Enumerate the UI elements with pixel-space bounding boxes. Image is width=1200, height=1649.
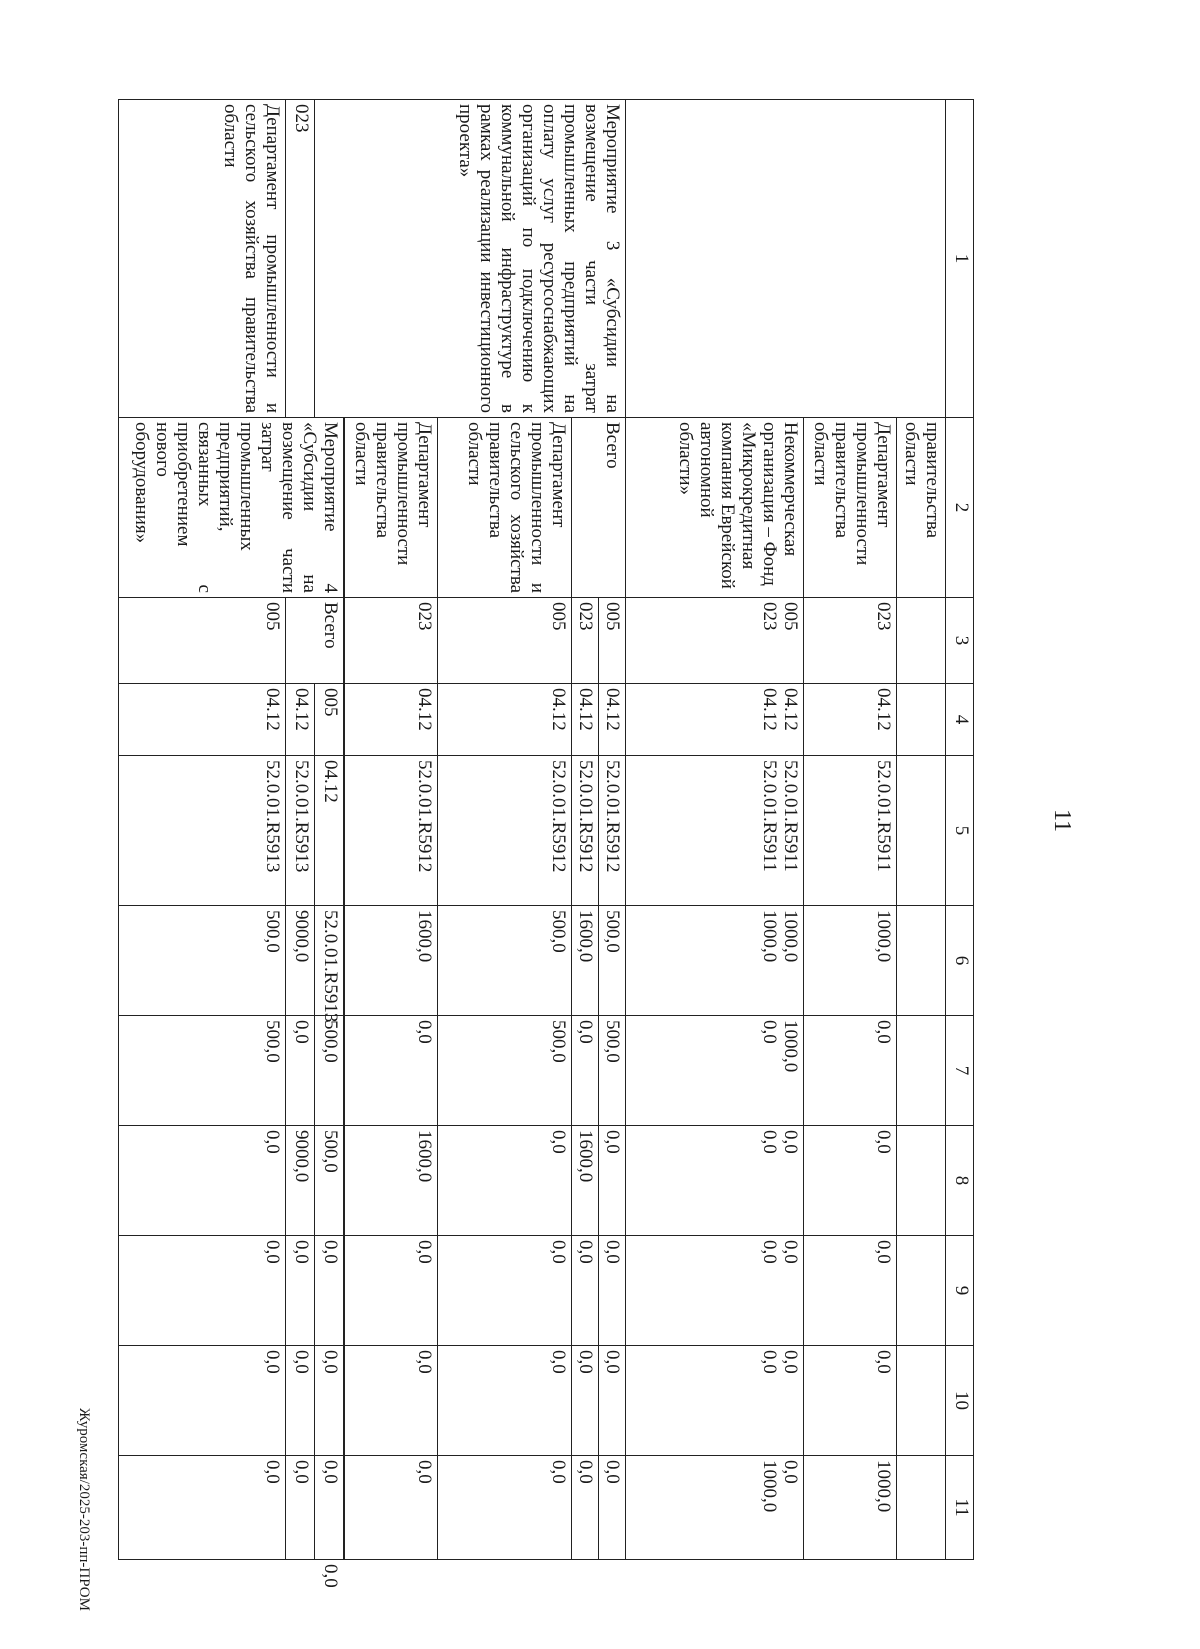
document-footer: Журомская/2025-203-пп-ПРОМ — [76, 1408, 92, 1611]
table-row — [119, 100, 286, 1560]
empty-cell — [896, 1346, 945, 1456]
executor-cell: Некоммерческая организация – Фонд «Микрокредитная компания Еврейской автономной области» — [625, 418, 803, 598]
rz-code: 04.12 — [598, 684, 625, 756]
value-cell: 0,0 — [344, 1346, 437, 1456]
value-cell: 0,0 1000,0 — [625, 1456, 803, 1560]
table-row — [598, 100, 625, 1560]
gr-code: 023 — [285, 100, 314, 418]
header-cell: 9 — [945, 1236, 973, 1346]
value-cell: 1000,0 — [803, 1456, 896, 1560]
value-cell: 0,0 — [314, 1346, 343, 1456]
value-cell: 0,0 — [598, 1126, 625, 1236]
gr-code: 023 — [344, 598, 437, 684]
value-cell: 1600,0 — [571, 1126, 598, 1236]
value-cell: 500,0 — [119, 1016, 286, 1126]
csr-code: 52.0.01.R5912 — [344, 756, 437, 906]
rz-code: 04.12 — [314, 756, 343, 906]
header-cell: 3 — [945, 598, 973, 684]
table-row: Мероприятие 4 «Субсидии на возмещение части затрат промышленных предприятий, связанных с приобретением нового оборудования» Всего 005 04.12 52.0.01.R5913 500,0 500,0 0,0 0,0 0,0 0,0 — [314, 100, 343, 1560]
value-cell: 500,0 — [437, 1016, 571, 1126]
value-cell: 0,0 — [314, 1456, 343, 1560]
csr-code: 52.0.01.R5913 — [314, 906, 343, 1016]
header-cell: 5 — [945, 756, 973, 906]
value-cell: 0,0 0,0 — [625, 1126, 803, 1236]
csr-code: 52.0.01.R5913 — [119, 756, 286, 906]
value-cell: 500,0 — [119, 906, 286, 1016]
value-cell: 0,0 — [598, 1236, 625, 1346]
value-cell: 1600,0 — [571, 906, 598, 1016]
value-cell: 0,0 0,0 — [625, 1236, 803, 1346]
value-cell: 0,0 — [119, 1236, 286, 1346]
header-cell: 7 — [945, 1016, 973, 1126]
rz-code: 04.12 — [437, 684, 571, 756]
value-cell: 0,0 — [344, 1456, 437, 1560]
rz-code: 04.12 — [285, 684, 314, 756]
budget-table — [118, 99, 974, 1588]
header-cell: 4 — [945, 684, 973, 756]
rz-code: 04.12 — [803, 684, 896, 756]
empty-cell — [896, 1236, 945, 1346]
rz-code: 04.12 — [344, 684, 437, 756]
value-cell: 0,0 — [571, 1346, 598, 1456]
page-number: 11 — [1049, 808, 1076, 833]
empty-cell — [343, 418, 344, 598]
value-cell: 1600,0 — [344, 1126, 437, 1236]
value-cell: 0,0 — [803, 1346, 896, 1456]
value-cell: 0,0 — [437, 1346, 571, 1456]
rz-code: 04.12 04.12 — [625, 684, 803, 756]
csr-code: 52.0.01.R5912 — [437, 756, 571, 906]
gr-code: 005 — [314, 684, 343, 756]
gr-code: 005 — [119, 598, 286, 684]
value-cell: 0,0 — [437, 1456, 571, 1560]
csr-code: 52.0.01.R5913 — [285, 756, 314, 906]
header-cell: 1 — [945, 100, 973, 418]
header-cell: 10 — [945, 1346, 973, 1456]
table-row — [896, 100, 945, 1560]
value-cell: 9000,0 — [285, 1126, 314, 1236]
rotated-table-container — [118, 99, 974, 1588]
header-row — [945, 100, 973, 1560]
empty-cell — [896, 906, 945, 1016]
value-cell: 500,0 — [598, 906, 625, 1016]
value-cell: 0,0 — [285, 1456, 314, 1560]
csr-code: 52.0.01.R5911 — [803, 756, 896, 906]
csr-code: 52.0.01.R5912 — [571, 756, 598, 906]
empty-cell — [896, 1456, 945, 1560]
value-cell: 500,0 — [314, 1126, 343, 1236]
value-cell: 0,0 — [437, 1236, 571, 1346]
value-cell: 0,0 — [803, 1016, 896, 1126]
value-cell: 0,0 — [344, 1016, 437, 1126]
value-cell: 500,0 — [437, 906, 571, 1016]
value-cell: 0,0 — [598, 1346, 625, 1456]
executor-cell: Всего — [285, 598, 343, 684]
value-cell: 0,0 — [571, 1456, 598, 1560]
empty-cell — [896, 756, 945, 906]
csr-code: 52.0.01.R5911 52.0.01.R5911 — [625, 756, 803, 906]
value-cell: 0,0 — [119, 1456, 286, 1560]
value-cell: 1000,0 0,0 — [625, 1016, 803, 1126]
csr-code: 52.0.01.R5912 — [598, 756, 625, 906]
header-cell: 6 — [945, 906, 973, 1016]
value-cell: 0,0 — [437, 1126, 571, 1236]
value-cell: 0,0 — [803, 1126, 896, 1236]
executor-cell: Всего — [571, 418, 625, 598]
gr-code: 005 — [437, 598, 571, 684]
executor-cell: правительства области — [896, 418, 945, 598]
empty-cell — [896, 684, 945, 756]
executor-cell: Департамент промышленности и сельского хозяйства правительства области — [119, 100, 286, 418]
gr-code: 023 — [803, 598, 896, 684]
empty-cell — [896, 1016, 945, 1126]
empty-cell — [896, 598, 945, 684]
value-cell: 1000,0 — [803, 906, 896, 1016]
value-cell: 0,0 — [571, 1236, 598, 1346]
value-cell: 0,0 — [285, 1236, 314, 1346]
value-cell: 0,0 — [344, 1236, 437, 1346]
value-cell: 0,0 — [571, 1016, 598, 1126]
gr-code: 005 — [598, 598, 625, 684]
executor-cell: Департамент промышленности правительства области — [803, 418, 896, 598]
value-cell: 0,0 — [285, 1016, 314, 1126]
value-cell: 500,0 — [598, 1016, 625, 1126]
value-cell: 1000,0 1000,0 — [625, 906, 803, 1016]
activity-3-cell: Мероприятие 3 «Субсидии на возмещение части затрат промышленных предприятий на оплату услуг ресурсоснабжающих организаций по подключению к коммунальной инфраструктуре в рамках реализации инвестиционного проекта» — [314, 100, 625, 418]
header-cell: 11 — [945, 1456, 973, 1560]
value-cell: 0,0 — [119, 1346, 286, 1456]
gr-code: 005 023 — [625, 598, 803, 684]
value-cell: 1600,0 — [344, 906, 437, 1016]
gr-code: 023 — [571, 598, 598, 684]
header-cell: 2 — [945, 418, 973, 598]
activity-4-cell: Мероприятие 4 «Субсидии на возмещение части затрат промышленных предприятий, связанных с приобретением нового оборудования» — [119, 418, 344, 598]
value-cell: 0,0 — [598, 1456, 625, 1560]
table-row — [285, 100, 314, 1560]
value-cell: 500,0 — [314, 1016, 343, 1126]
value-cell: 9000,0 — [285, 906, 314, 1016]
rz-code: 04.12 — [119, 684, 286, 756]
value-cell: 0,0 0,0 — [625, 1346, 803, 1456]
value-cell: 0,0 — [285, 1346, 314, 1456]
executor-cell: Департамент промышленности правительства области — [344, 418, 437, 598]
value-cell: 0,0 — [119, 1126, 286, 1236]
executor-cell: Департамент промышленности и сельского хозяйства правительства области — [437, 418, 571, 598]
header-cell: 8 — [945, 1126, 973, 1236]
activity-cell — [625, 100, 945, 418]
empty-cell — [896, 1126, 945, 1236]
rz-code: 04.12 — [571, 684, 598, 756]
value-cell: 0,0 — [803, 1236, 896, 1346]
value-cell: 0,0 — [314, 1236, 343, 1346]
